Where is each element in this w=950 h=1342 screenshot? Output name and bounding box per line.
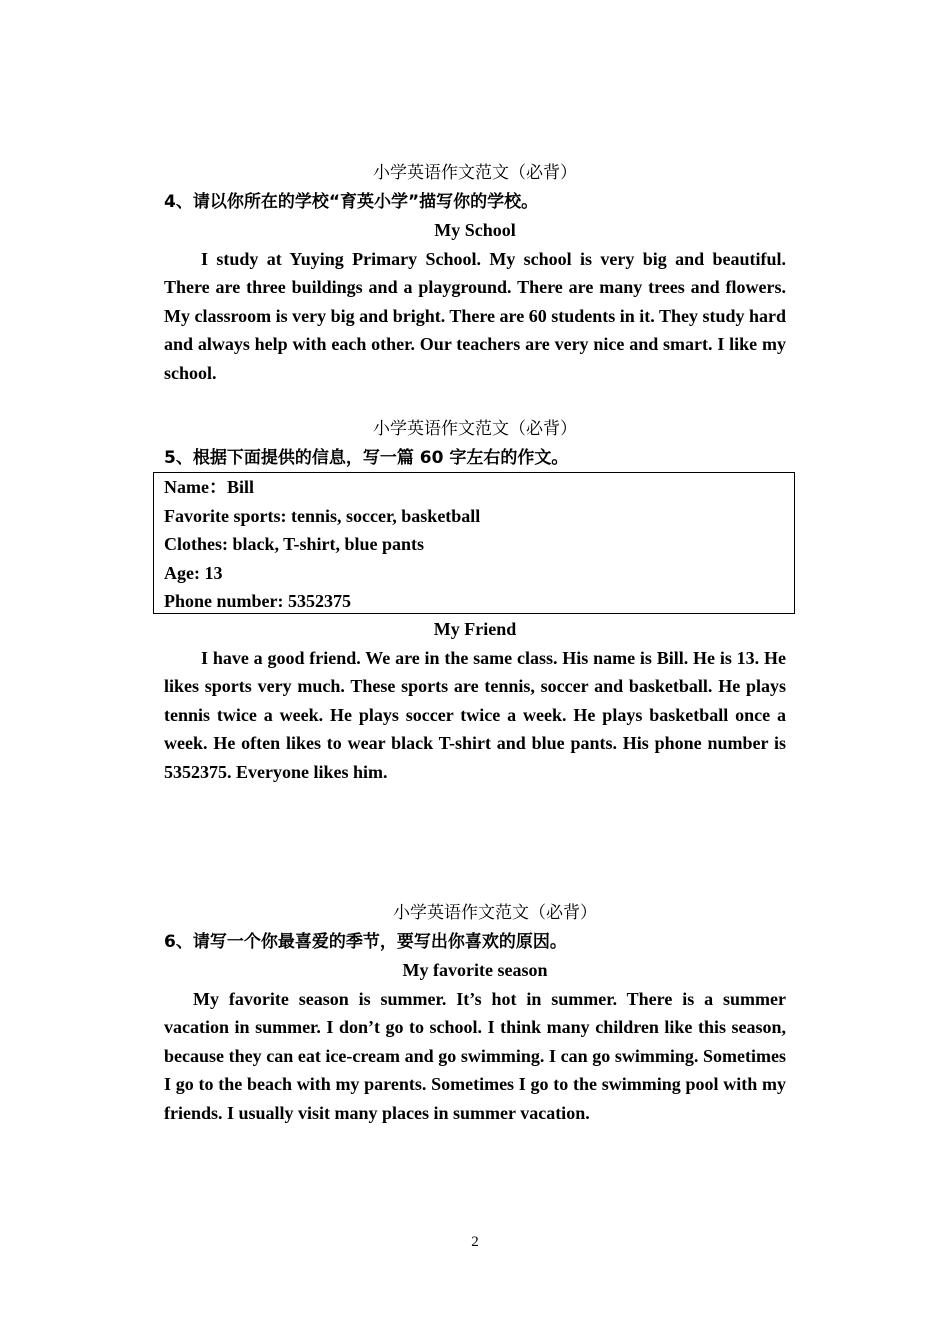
- essay-body: I study at Yuying Primary School. My school is very big and beautiful. There are three buildings and a playground. There are many trees and flowers. My classroom is very big and bright. There are 60 students in it. They study hard and always help with each other. Our teachers are very nice and smart. I like my school.: [164, 248, 786, 383]
- section-my-friend-essay: [164, 615, 786, 786]
- section-favorite-season: [164, 899, 786, 1127]
- info-box: [153, 472, 795, 614]
- info-name: Name：Bill: [164, 477, 254, 497]
- section-my-school: [164, 159, 786, 387]
- section-heading: 小学英语作文范文（必背）: [393, 903, 597, 923]
- info-age: Age: 13: [164, 562, 223, 583]
- essay-title: My School: [434, 220, 516, 240]
- question-prompt: 4、请以你所在的学校“育英小学”描写你的学校。: [164, 191, 539, 212]
- info-phone: Phone number: 5352375: [164, 591, 352, 611]
- section-heading: 小学英语作文范文（必背）: [373, 419, 577, 439]
- info-clothes: Clothes: black, T-shirt, blue pants: [164, 534, 425, 554]
- essay-body: My favorite season is summer. It’s hot in summer. There is a summer vacation in summer. I don’t go to school. I think many children like this season, because they can eat ice-cream and go swimming. I can go swimming. Sometimes I go to the beach with my parents. Sometimes I go to the swimming pool with my friends. I usually visit many places in summer vacation.: [164, 988, 786, 1123]
- essay-body: I have a good friend. We are in the same class. His name is Bill. He is 13. He likes sports very much. These sports are tennis, soccer and basketball. He plays tennis twice a week. He plays soccer twice a week. He plays basketball once a week. He often likes to wear black T-shirt and blue pants. His phone number is 5352375. Everyone likes him.: [164, 647, 786, 782]
- info-sports: Favorite sports: tennis, soccer, basketball: [164, 505, 481, 526]
- essay-title: My favorite season: [402, 960, 548, 980]
- page-number: 2: [471, 1234, 479, 1250]
- question-prompt: 6、请写一个你最喜爱的季节，要写出你喜欢的原因。: [164, 931, 567, 952]
- essay-title: My Friend: [433, 619, 517, 639]
- section-my-friend-header: [164, 415, 786, 472]
- section-heading: 小学英语作文范文（必背）: [373, 163, 577, 183]
- question-prompt: 5、根据下面提供的信息，写一篇 60 字左右的作文。: [164, 447, 569, 468]
